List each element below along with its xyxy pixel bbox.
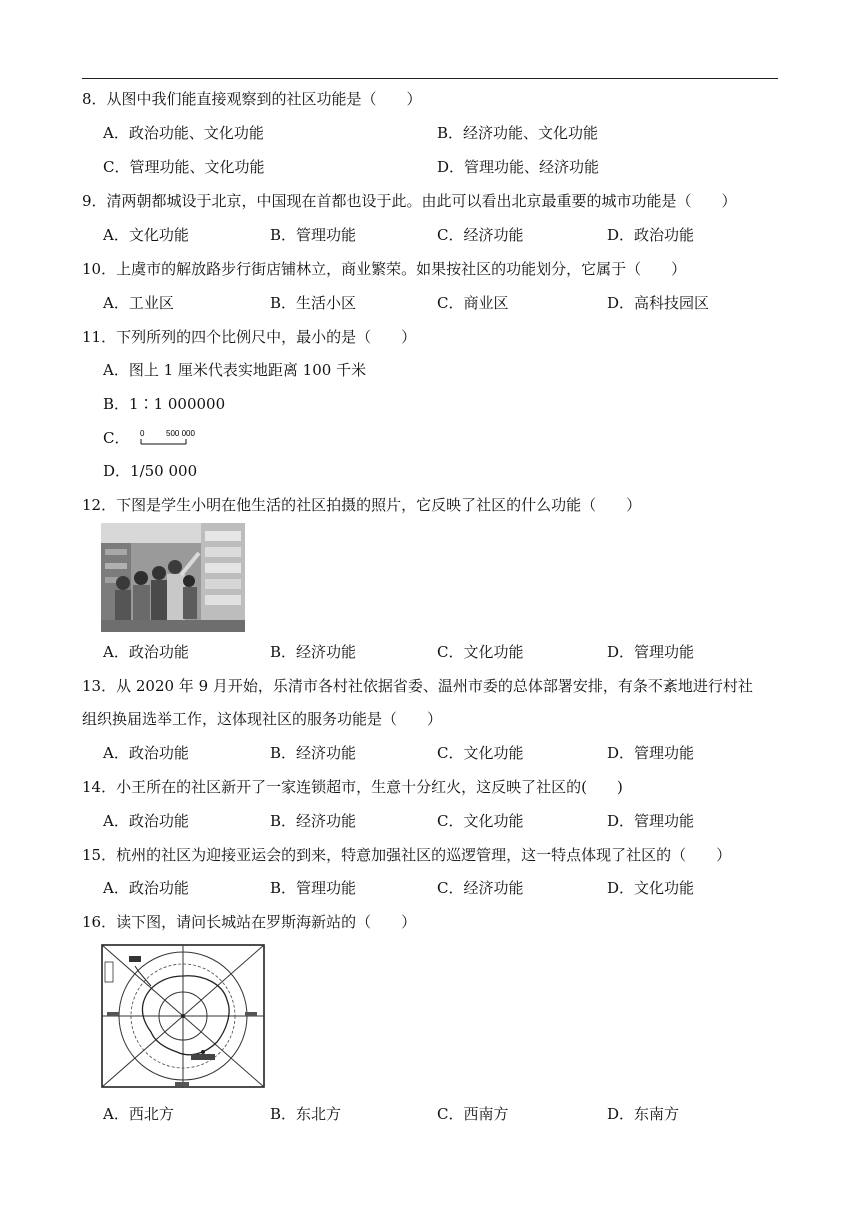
- question-8-stem: 8．从图中我们能直接观察到的社区功能是（ ）: [82, 90, 422, 108]
- q15-option-a[interactable]: A．政治功能: [103, 879, 189, 897]
- q16-option-d[interactable]: D．东南方: [607, 1105, 680, 1123]
- supermarket-photo: [101, 523, 245, 632]
- question-11-stem: 11．下列所列的四个比例尺中，最小的是（ ）: [82, 328, 417, 346]
- q8-option-a[interactable]: A．政治功能、文化功能: [103, 124, 264, 142]
- scale-bar-end-label: 500 000: [166, 429, 196, 438]
- q14-option-a[interactable]: A．政治功能: [103, 812, 189, 830]
- q9-option-a[interactable]: A．文化功能: [103, 226, 189, 244]
- q15-option-d[interactable]: D．文化功能: [607, 879, 695, 897]
- question-16-stem: 16．读下图，请问长城站在罗斯海新站的（ ）: [82, 913, 417, 931]
- q15-option-b[interactable]: B．管理功能: [270, 879, 357, 897]
- q16-option-c[interactable]: C．西南方: [437, 1105, 509, 1123]
- q9-option-b[interactable]: B．管理功能: [270, 226, 357, 244]
- q12-option-d[interactable]: D．管理功能: [607, 643, 695, 661]
- q10-option-b[interactable]: B．生活小区: [270, 294, 357, 312]
- q13-option-c[interactable]: C．文化功能: [437, 744, 524, 762]
- question-13-stem-line-1: 13．从 2020 年 9 月开始，乐清市各村社依据省委、温州市委的总体部署安排，有条不紊地进行村社: [82, 677, 753, 695]
- q14-option-d[interactable]: D．管理功能: [607, 812, 695, 830]
- q12-option-c[interactable]: C．文化功能: [437, 643, 524, 661]
- q11-option-c-label: C．: [103, 429, 130, 447]
- q11-option-d[interactable]: D．1/50 000: [103, 462, 198, 480]
- q13-option-b[interactable]: B．经济功能: [270, 744, 357, 762]
- q10-option-c[interactable]: C．商业区: [437, 294, 509, 312]
- question-14-stem: 14．小王所在的社区新开了一家连锁超市，生意十分红火，这反映了社区的( ): [82, 778, 623, 796]
- scale-bar-graphic: [140, 429, 210, 449]
- q13-option-d[interactable]: D．管理功能: [607, 744, 695, 762]
- q8-option-c[interactable]: C．管理功能、文化功能: [103, 158, 265, 176]
- q10-option-d[interactable]: D．高科技园区: [607, 294, 710, 312]
- scale-bar-start-label: 0: [140, 429, 145, 438]
- q9-option-c[interactable]: C．经济功能: [437, 226, 524, 244]
- q11-option-c[interactable]: [103, 428, 210, 449]
- question-10-stem: 10．上虞市的解放路步行街店铺林立，商业繁荣。如果按社区的功能划分，它属于（ ）: [82, 260, 687, 278]
- header-rule: [82, 78, 778, 79]
- q16-option-a[interactable]: A．西北方: [103, 1105, 174, 1123]
- question-12-stem: 12．下图是学生小明在他生活的社区拍摄的照片，它反映了社区的什么功能（ ）: [82, 496, 642, 514]
- q12-option-a[interactable]: A．政治功能: [103, 643, 189, 661]
- q14-option-c[interactable]: C．文化功能: [437, 812, 524, 830]
- q14-option-b[interactable]: B．经济功能: [270, 812, 357, 830]
- q13-option-a[interactable]: A．政治功能: [103, 744, 189, 762]
- antarctica-polar-map: [99, 942, 267, 1090]
- question-9-stem: 9．清两朝都城设于北京，中国现在首都也设于此。由此可以看出北京最重要的城市功能是（ ）: [82, 192, 737, 210]
- q11-option-a[interactable]: A．图上 1 厘米代表实地距离 100 千米: [103, 361, 367, 379]
- q9-option-d[interactable]: D．政治功能: [607, 226, 695, 244]
- q12-option-b[interactable]: B．经济功能: [270, 643, 357, 661]
- question-15-stem: 15．杭州的社区为迎接亚运会的到来，特意加强社区的巡逻管理，这一特点体现了社区的（ ）: [82, 846, 732, 864]
- q15-option-c[interactable]: C．经济功能: [437, 879, 524, 897]
- question-13-stem-line-2: 组织换届选举工作，这体现社区的服务功能是（ ）: [82, 710, 443, 728]
- q10-option-a[interactable]: A．工业区: [103, 294, 174, 312]
- q11-option-b[interactable]: B．1∶1 000000: [103, 395, 226, 413]
- q8-option-b[interactable]: B．经济功能、文化功能: [437, 124, 599, 142]
- q8-option-d[interactable]: D．管理功能、经济功能: [437, 158, 600, 176]
- q16-option-b[interactable]: B．东北方: [270, 1105, 342, 1123]
